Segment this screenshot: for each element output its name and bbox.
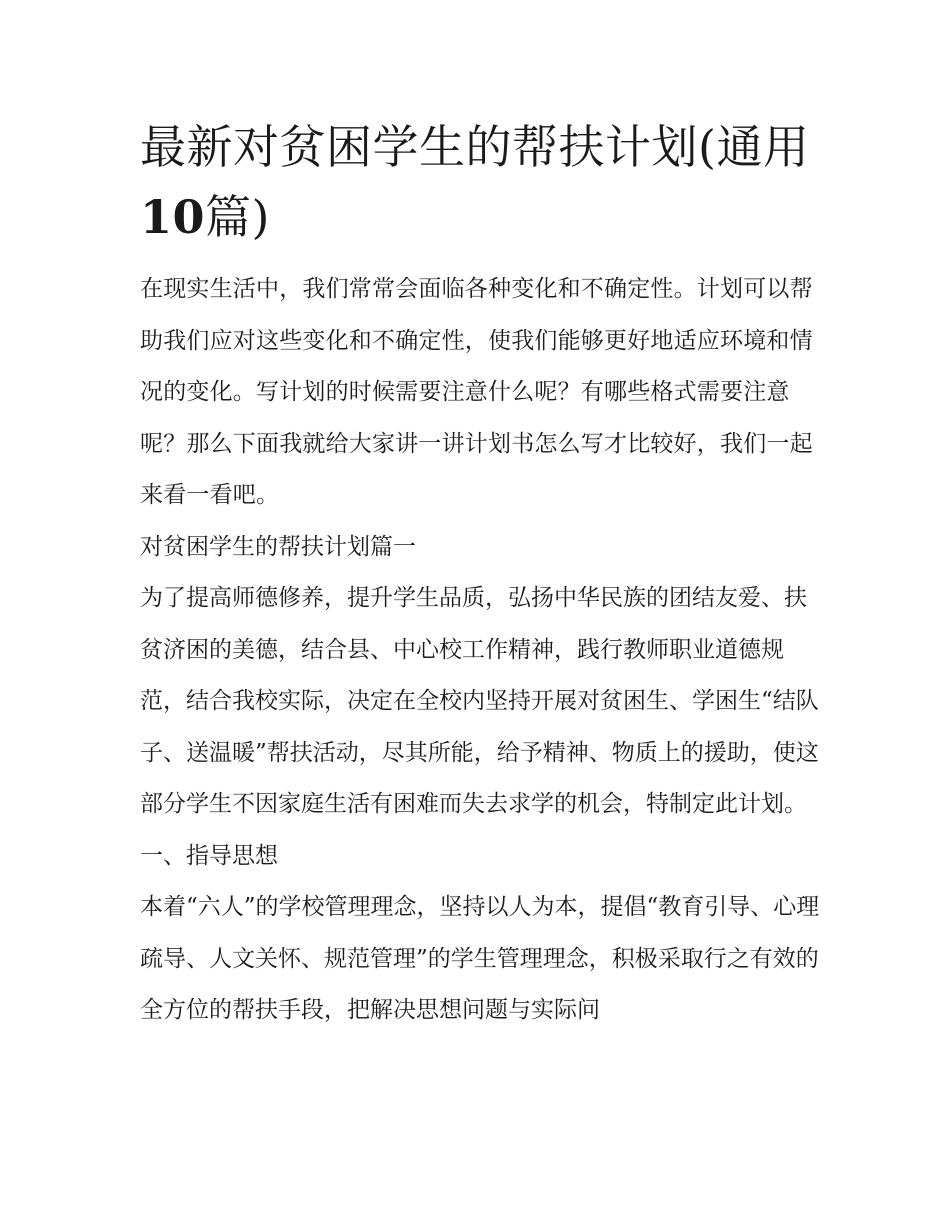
section-heading-part-one: 对贫困学生的帮扶计划篇一 — [140, 533, 416, 560]
intro-paragraph: 在现实生活中，我们常常会面临各种变化和不确定性。计划可以帮助我们应对这些变化和不确定性，使我们能够更好地适应环境和情况的变化。写计划的时候需要注意什么呢？有哪些格式需要注意呢？那么下面我就给大家讲一讲计划书怎么写才比较好，我们一起来看一看吧。 — [140, 276, 813, 508]
section-heading-guiding-ideology: 一、指导思想 — [140, 842, 278, 869]
document-title — [140, 112, 820, 252]
document-body — [140, 112, 820, 1037]
body-paragraph-guiding-ideology: 本着“六人”的学校管理理念，坚持以人为本，提倡“教育引导、心理疏导、人文关怀、规范管理”的学生管理理念，积极采取行之有效的全方位的帮扶手段，把解决思想问题与实际问 — [140, 894, 820, 1023]
body-paragraph-purpose: 为了提高师德修养，提升学生品质，弘扬中华民族的团结友爱、扶贫济困的美德，结合县、中心校工作精神，践行教师职业道德规范，结合我校实际，决定在全校内坚持开展对贫困生、学困生“结队子、送温暖”帮扶活动，尽其所能，给予精神、物质上的援助，使这部分学生不因家庭生活有困难而失去求学的机会，特制定此计划。 — [140, 585, 819, 817]
title-tail: 篇) — [205, 190, 270, 244]
title-main: 最新对贫困学生的帮扶计划(通用 — [140, 120, 810, 174]
title-number: 10 — [140, 190, 206, 244]
